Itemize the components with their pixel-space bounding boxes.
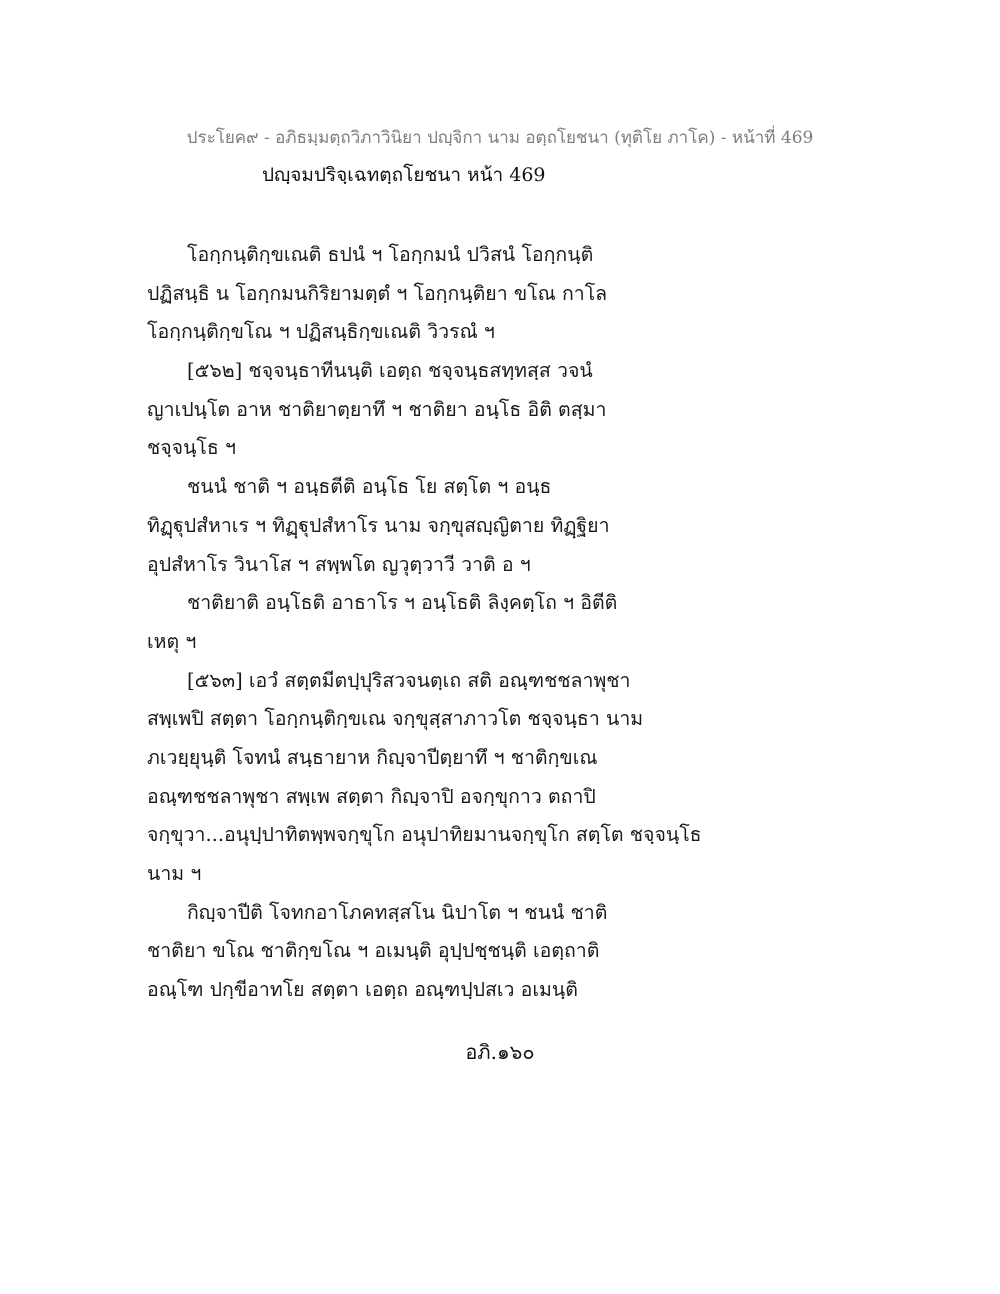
running-header: ประโยค๙ - อภิธมฺมตฺถวิภาวินิยา ปญฺจิกา นาม อตฺถโยชนา (ทุติโย ภาโค) - หน้าที่ 469	[186, 128, 814, 148]
text-line: ชจฺจนฺโธ ฯ	[147, 436, 236, 460]
text-line: ชาติยาติ อนฺโธติ อาธาโร ฯ อนฺโธติ ลิงฺคตฺโถ ฯ อิตีติ	[187, 591, 618, 615]
text-line: จกฺขุวา...อนุปฺปาทิตพฺพจกฺขุโก อนุปาทิยมานจกฺขุโก สตฺโต ชจฺจนฺโธ	[147, 823, 702, 847]
text-line: อุปสํหาโร วินาโส ฯ สพฺพโต ญวุตฺวาวี วาติ อ ฯ	[147, 552, 531, 576]
text-line: โอกฺกนฺติกฺขโณ ฯ ปฏิสนฺธิกฺขเณติ วิวรณํ ฯ	[147, 320, 495, 344]
text-line: นาม ฯ	[147, 862, 202, 885]
text-line: ปฏิสนฺธิ น โอกฺกมนกิริยามตฺตํ ฯ โอกฺกนฺติยา ขโณ กาโล	[147, 281, 608, 305]
text-line: ญาเปนฺโต อาห ชาติยาตฺยาทึ ฯ ชาติยา อนฺโธ อิติ ตสฺมา	[147, 397, 607, 421]
text-line: เหตุ ฯ	[147, 629, 197, 653]
text-line: ภเวยฺยุนฺติ โจทนํ สนฺธายาห กิญฺจาปีตฺยาทึ ฯ ชาติกฺขเณ	[147, 745, 598, 769]
text-line: อณฺโฑ ปกฺขีอาทโย สตฺตา เอตฺถ อณฺฑปฺปสเว อเมนฺติ	[147, 978, 578, 1002]
text-line: ทิฏฺฐุปสํหาเร ฯ ทิฏฺฐุปสํหาโร นาม จกฺขุสญฺญิตาย ทิฏฺฐิยา	[147, 513, 610, 537]
text-line: [๕๖๓] เอวํ สตฺตมีตปฺปุริสวจนตฺเถ สติ อณฺฑชชลาพุชา	[187, 668, 631, 692]
page-footer: อภิ.๑๖๐	[465, 1040, 535, 1064]
text-line: ชนนํ ชาติ ฯ อนฺธตีติ อนฺโธ โย สตฺโต ฯ อนฺธ	[187, 475, 552, 499]
text-line: [๕๖๒] ชจฺจนฺธาทีนนฺติ เอตฺถ ชจฺจนฺธสทฺทสฺส วจนํ	[187, 359, 593, 383]
text-line: กิญฺจาปีติ โจทกอาโภคทสฺสโน นิปาโต ฯ ชนนํ ชาติ	[187, 900, 608, 924]
section-header: ปญฺจมปริจฺเฉทตฺถโยชนา หน้า 469	[262, 164, 546, 186]
text-line: ชาติยา ขโณ ชาติกฺขโณ ฯ อเมนฺติ อุปฺปชฺชนฺติ เอตฺถาติ	[147, 939, 600, 963]
body-text	[147, 240, 847, 1014]
text-line: สพฺเพปิ สตฺตา โอกฺกนฺติกฺขเณ จกฺขุสฺสาภาวโต ชจฺจนฺธา นาม	[147, 707, 644, 731]
text-line: อณฺฑชชลาพุชา สพฺเพ สตฺตา กิญฺจาปิ อจกฺขุกาว ตถาปิ	[147, 784, 596, 808]
text-line: โอกฺกนฺติกฺขเณติ ธปนํ ฯ โอกฺกมนํ ปวิสนํ โอกฺกนฺติ	[187, 243, 594, 266]
